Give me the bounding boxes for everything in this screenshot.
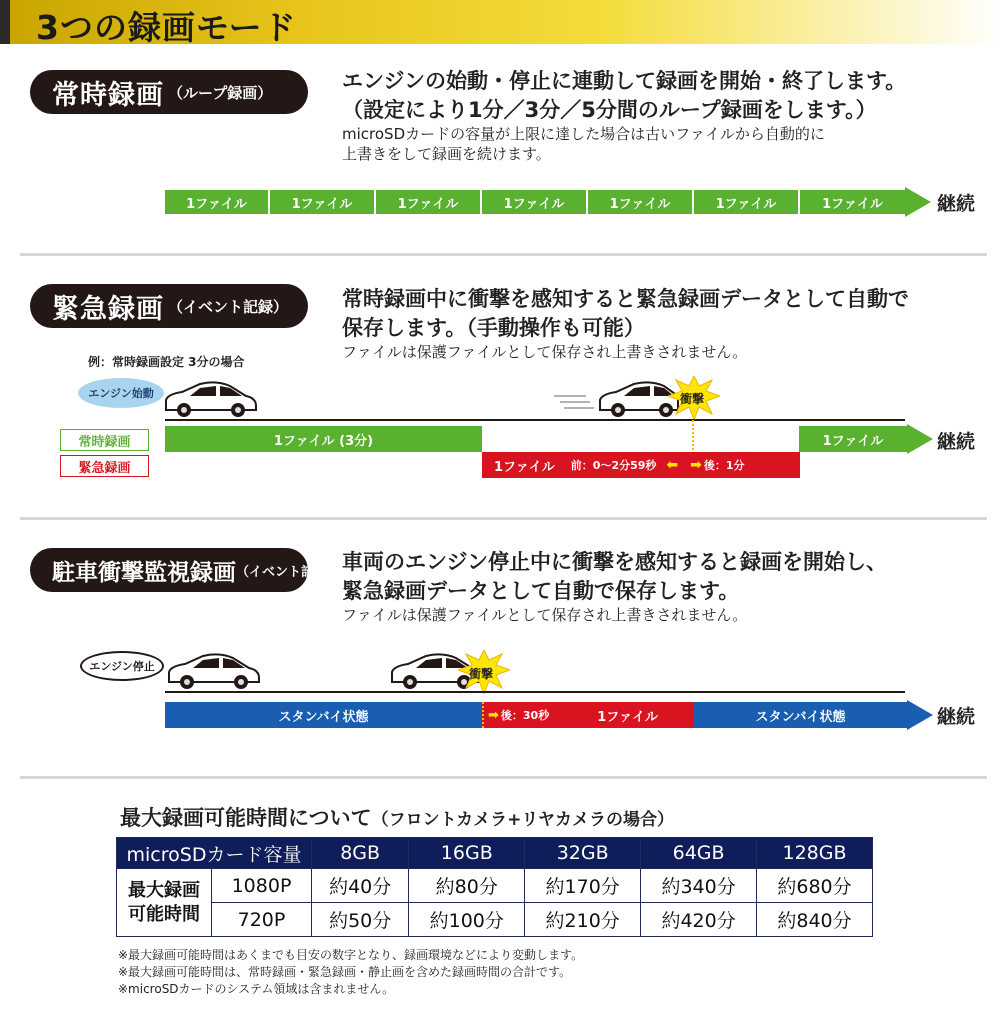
footnote: ※microSDカードのシステム領域は含まれません。 bbox=[118, 982, 395, 996]
file-segment: 1ファイル bbox=[588, 190, 694, 214]
mode-title-text: 常時録画 bbox=[52, 79, 164, 111]
impact-label: 衝撃 bbox=[680, 392, 705, 406]
table-header-cell: 32GB bbox=[525, 838, 641, 869]
loop-timeline bbox=[165, 187, 931, 217]
moving-car-icon bbox=[550, 380, 680, 420]
note-line: microSDカードの容量が上限に達した場合は古いファイルから自動的に bbox=[342, 125, 825, 143]
mode-title-event bbox=[30, 284, 308, 328]
file-segment: 1ファイル bbox=[800, 190, 905, 214]
mode-lead bbox=[342, 285, 909, 343]
mode-title-sub: （イベント記録） bbox=[236, 564, 341, 580]
emergency-segment bbox=[482, 452, 800, 478]
after-label: 後：30秒 bbox=[500, 709, 550, 722]
mode-lead bbox=[342, 548, 887, 606]
mode-title-loop bbox=[30, 70, 308, 114]
lead-line: 常時録画中に衝撃を感知すると緊急録画データとして自動で bbox=[342, 287, 909, 311]
normal-timeline-end bbox=[799, 424, 933, 454]
row-group-label bbox=[117, 869, 212, 937]
header-banner bbox=[0, 0, 1003, 47]
file-segment: 1ファイル bbox=[165, 190, 270, 214]
continue-label: 継続 bbox=[937, 431, 976, 453]
mode-note bbox=[342, 605, 747, 625]
mode-title-sub: （ループ録画） bbox=[168, 83, 273, 102]
road-line bbox=[165, 419, 905, 421]
section-divider bbox=[20, 253, 987, 256]
event-segment bbox=[482, 702, 694, 728]
timeline-arrow bbox=[907, 700, 933, 730]
capacity-table bbox=[116, 837, 873, 937]
table-header-cell: 8GB bbox=[312, 838, 409, 869]
continue-label: 継続 bbox=[937, 706, 976, 728]
note-line: ファイルは保護ファイルとして保存され上書きされません。 bbox=[342, 606, 748, 624]
emergency-file-label: 1ファイル bbox=[494, 459, 555, 475]
section-divider bbox=[20, 776, 987, 779]
emergency-before-label: 前：0〜2分59秒 bbox=[570, 459, 657, 472]
file-segment: 1ファイル bbox=[270, 190, 376, 214]
lead-line: （設定により1分／3分／5分間のループ録画をします。） bbox=[342, 98, 877, 122]
row-group-label-line: 最大録画 bbox=[128, 879, 200, 901]
legend-normal: 常時録画 bbox=[60, 429, 149, 451]
table-header-row bbox=[117, 838, 873, 869]
timeline-arrow bbox=[905, 187, 931, 217]
normal-segment: 1ファイル bbox=[799, 426, 907, 452]
note-line: 上書きをして録画を続けます。 bbox=[342, 145, 551, 163]
road-line bbox=[165, 691, 905, 693]
mode-title-sub: （イベント記録） bbox=[168, 297, 289, 316]
table-header-cell: 64GB bbox=[641, 838, 757, 869]
table-row bbox=[117, 869, 873, 903]
table-title-sub: （フロントカメラ+リヤカメラの場合） bbox=[371, 810, 674, 830]
lead-line: 車両のエンジン停止中に衝撃を感知すると録画を開始し、 bbox=[342, 550, 887, 574]
table-title-main: 最大録画可能時間について bbox=[120, 806, 372, 830]
table-title bbox=[120, 802, 674, 832]
table-row bbox=[117, 903, 873, 937]
arrow-left-icon: ⬅ bbox=[666, 457, 679, 473]
section-divider bbox=[20, 517, 987, 520]
standby-segment: スタンバイ状態 bbox=[165, 702, 482, 728]
lead-line: 保存します。（手動操作も可能） bbox=[342, 316, 645, 340]
row-group-label-line: 可能時間 bbox=[128, 903, 200, 925]
car-icon bbox=[160, 380, 260, 420]
engine-stop-bubble: エンジン停止 bbox=[80, 651, 164, 681]
table-cell: 約100分 bbox=[409, 903, 525, 937]
mode-title-text: 緊急録画 bbox=[52, 293, 164, 325]
footnotes bbox=[118, 947, 583, 998]
table-header-cell: 16GB bbox=[409, 838, 525, 869]
event-file-label: 1ファイル bbox=[597, 709, 659, 725]
timeline-arrow bbox=[907, 424, 933, 454]
mode-lead bbox=[342, 67, 906, 125]
table-cell: 約840分 bbox=[757, 903, 873, 937]
table-cell: 約210分 bbox=[525, 903, 641, 937]
mode-note bbox=[342, 342, 747, 362]
mode-note bbox=[342, 124, 825, 164]
file-segment: 1ファイル bbox=[694, 190, 800, 214]
parking-timeline bbox=[165, 700, 933, 730]
table-header-cell: 128GB bbox=[757, 838, 873, 869]
standby-segment: スタンバイ状態 bbox=[694, 702, 907, 728]
file-segment: 1ファイル bbox=[482, 190, 588, 214]
lead-line: 緊急録画データとして自動で保存します。 bbox=[342, 579, 740, 603]
table-cell: 約50分 bbox=[312, 903, 409, 937]
example-label: 例：常時録画設定 3分の場合 bbox=[88, 355, 245, 369]
table-cell: 約80分 bbox=[409, 869, 525, 903]
arrow-right-icon: ➡ bbox=[690, 457, 702, 473]
engine-start-bubble: エンジン始動 bbox=[78, 378, 164, 408]
arrow-right-icon: ➡ bbox=[488, 707, 499, 723]
table-cell-resolution: 720P bbox=[212, 903, 312, 937]
mode-title-parking bbox=[30, 548, 341, 592]
note-line: ファイルは保護ファイルとして保存され上書きされません。 bbox=[342, 343, 748, 361]
table-cell-resolution: 1080P bbox=[212, 869, 312, 903]
banner-stripe bbox=[0, 0, 10, 44]
table-cell: 約40分 bbox=[312, 869, 409, 903]
table-header-cell: microSDカード容量 bbox=[117, 838, 312, 869]
mode-title-text: 駐車衝撃監視録画 bbox=[52, 559, 236, 586]
parked-car-icon bbox=[163, 652, 263, 692]
continue-label: 継続 bbox=[937, 193, 976, 215]
table-cell: 約340分 bbox=[641, 869, 757, 903]
page-title: 3つの録画モード bbox=[36, 8, 297, 47]
normal-segment: 1ファイル (3分) bbox=[165, 426, 482, 452]
table-cell: 約170分 bbox=[525, 869, 641, 903]
emergency-after-label: 後：1分 bbox=[703, 459, 745, 472]
table-cell: 約680分 bbox=[757, 869, 873, 903]
impact-label: 衝撃 bbox=[469, 667, 494, 681]
legend-emergency: 緊急録画 bbox=[60, 455, 149, 477]
lead-line: エンジンの始動・停止に連動して録画を開始・終了します。 bbox=[342, 69, 907, 93]
footnote: ※最大録画可能時間は、常時録画・緊急録画・静止画を含めた録画時間の合計です。 bbox=[118, 965, 572, 979]
file-segment: 1ファイル bbox=[376, 190, 482, 214]
table-cell: 約420分 bbox=[641, 903, 757, 937]
footnote: ※最大録画可能時間はあくまでも目安の数字となり、録画環境などにより変動します。 bbox=[118, 948, 584, 962]
